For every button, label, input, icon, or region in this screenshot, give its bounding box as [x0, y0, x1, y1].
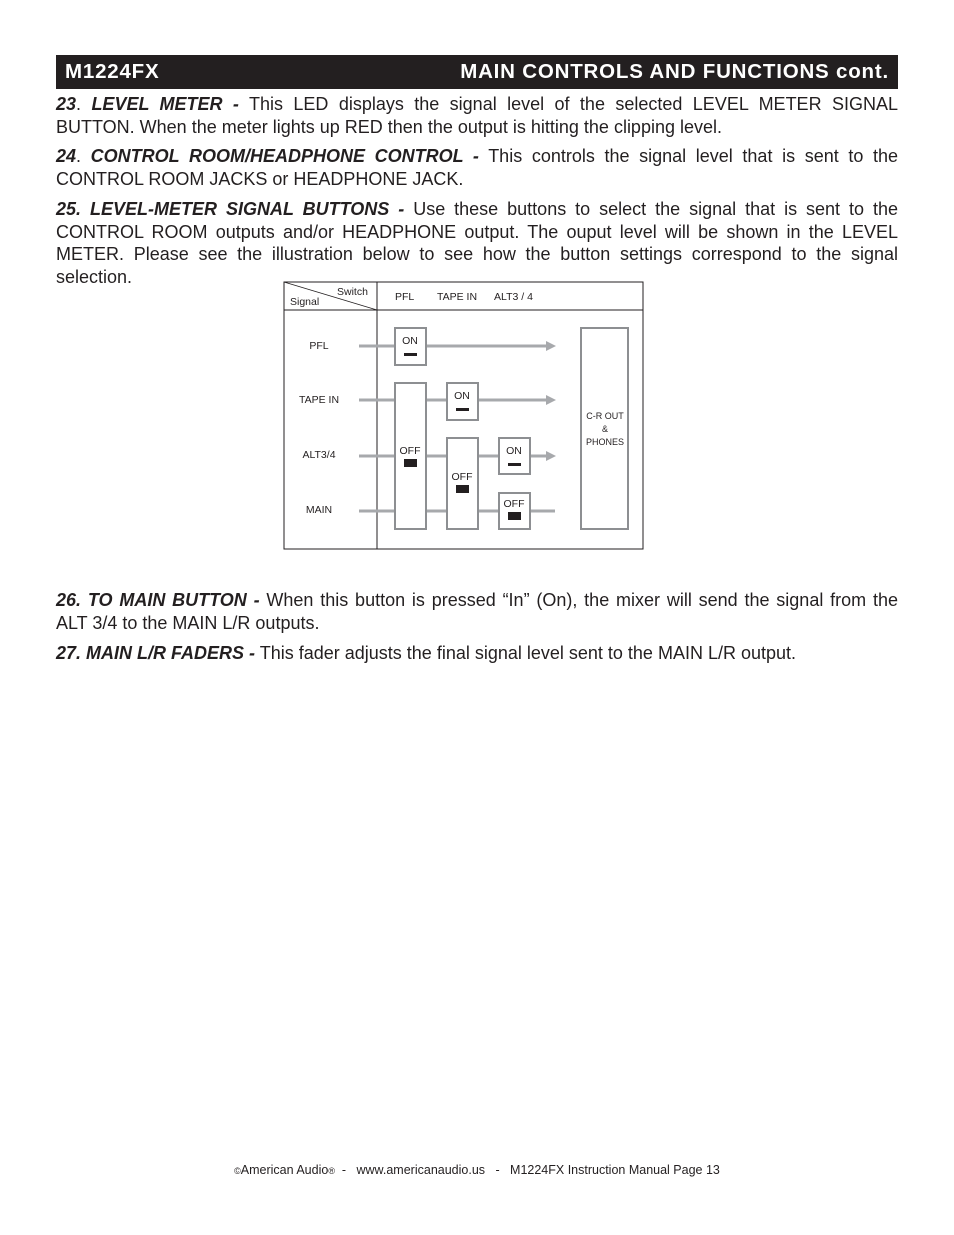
item-23-level-meter: [56, 93, 898, 138]
registered-symbol: ®: [328, 1166, 335, 1176]
item-number: 24: [56, 146, 77, 166]
copyright-symbol: ©: [234, 1166, 241, 1176]
output-label-line2: &: [601, 424, 609, 434]
signal-label-alt34: ALT3/4: [302, 449, 336, 461]
switch-header-alt34: ALT3 / 4: [494, 291, 533, 303]
output-label-line3: PHONES: [585, 437, 625, 447]
item-separator: .: [76, 146, 91, 166]
item-number: 25: [56, 199, 77, 219]
tape-off-indicator: [456, 485, 469, 493]
signal-label-tape-in: TAPE IN: [298, 394, 340, 406]
item-separator: .: [76, 199, 90, 219]
alt-off-label: OFF: [503, 498, 525, 510]
section-header-bar: [56, 55, 898, 89]
item-number: 26: [56, 590, 77, 610]
item-body: When this button is pressed “In” (On), the mixer will send the signal from the ALT 3/4 to the MAIN L/R outputs.: [56, 590, 898, 633]
item-separator: .: [76, 643, 87, 663]
alt-off-indicator: [508, 512, 521, 520]
pfl-off-indicator: [404, 459, 417, 467]
signal-label-main: MAIN: [305, 504, 333, 516]
item-title: LEVEL-METER SIGNAL BUTTONS -: [90, 199, 405, 219]
item-title: CONTROL ROOM/HEADPHONE CONTROL -: [90, 146, 479, 166]
footer-brand: American Audio: [240, 1163, 329, 1177]
model-name: M1224FX: [65, 60, 160, 83]
item-26-to-main-button: [56, 589, 898, 634]
item-27-main-lr-faders: [56, 642, 898, 665]
signal-label-pfl: PFL: [309, 340, 329, 352]
tape-off-button: [447, 438, 478, 529]
corner-signal-label: Signal: [290, 296, 320, 308]
item-title: MAIN L/R FADERS -: [86, 643, 256, 663]
routing-diagram-svg: [283, 281, 645, 552]
footer-text: - www.americanaudio.us - M1224FX Instruction Manual Page 13: [334, 1163, 720, 1177]
switch-header-tape-in: TAPE IN: [437, 291, 478, 303]
item-number: 27: [56, 643, 77, 663]
tape-on-indicator: [456, 408, 469, 411]
item-title: TO MAIN BUTTON -: [87, 590, 260, 610]
tape-off-label: OFF: [451, 471, 473, 483]
item-25-level-meter-signal-buttons: [56, 198, 898, 288]
item-body: This LED displays the signal level of the selected LEVEL METER SIGNAL BUTTON. When the meter lights up RED then the output is hitting the clipping level.: [56, 94, 898, 137]
pfl-off-label: OFF: [399, 445, 421, 457]
item-24-control-room-headphone: [56, 145, 898, 190]
item-separator: .: [76, 590, 88, 610]
alt-on-label: ON: [506, 445, 522, 457]
switch-header-pfl: PFL: [395, 291, 415, 303]
pfl-on-label: ON: [402, 335, 418, 347]
item-body: Use these buttons to select the signal that is sent to the CONTROL ROOM outputs and/or HEADPHONE output. The ouput level will be shown in the LEVEL METER. Please see the illustration below to see how the button settings correspond to the signal selection.: [56, 199, 899, 287]
signal-routing-diagram: [283, 281, 645, 557]
tape-on-label: ON: [454, 390, 470, 402]
item-separator: .: [76, 94, 92, 114]
corner-switch-label: Switch: [337, 286, 368, 298]
output-label-line1: C-R OUT: [586, 411, 624, 421]
item-title: LEVEL METER -: [91, 94, 239, 114]
pfl-on-indicator: [404, 353, 417, 356]
item-body: This controls the signal level that is sent to the CONTROL ROOM JACKS or HEADPHONE JACK.: [56, 146, 898, 189]
alt-on-indicator: [508, 463, 521, 466]
item-number: 23: [56, 94, 77, 114]
item-body: This fader adjusts the final signal level sent to the MAIN L/R output.: [255, 643, 797, 663]
page-footer: [0, 1163, 954, 1177]
section-title: MAIN CONTROLS AND FUNCTIONS cont.: [460, 60, 889, 83]
